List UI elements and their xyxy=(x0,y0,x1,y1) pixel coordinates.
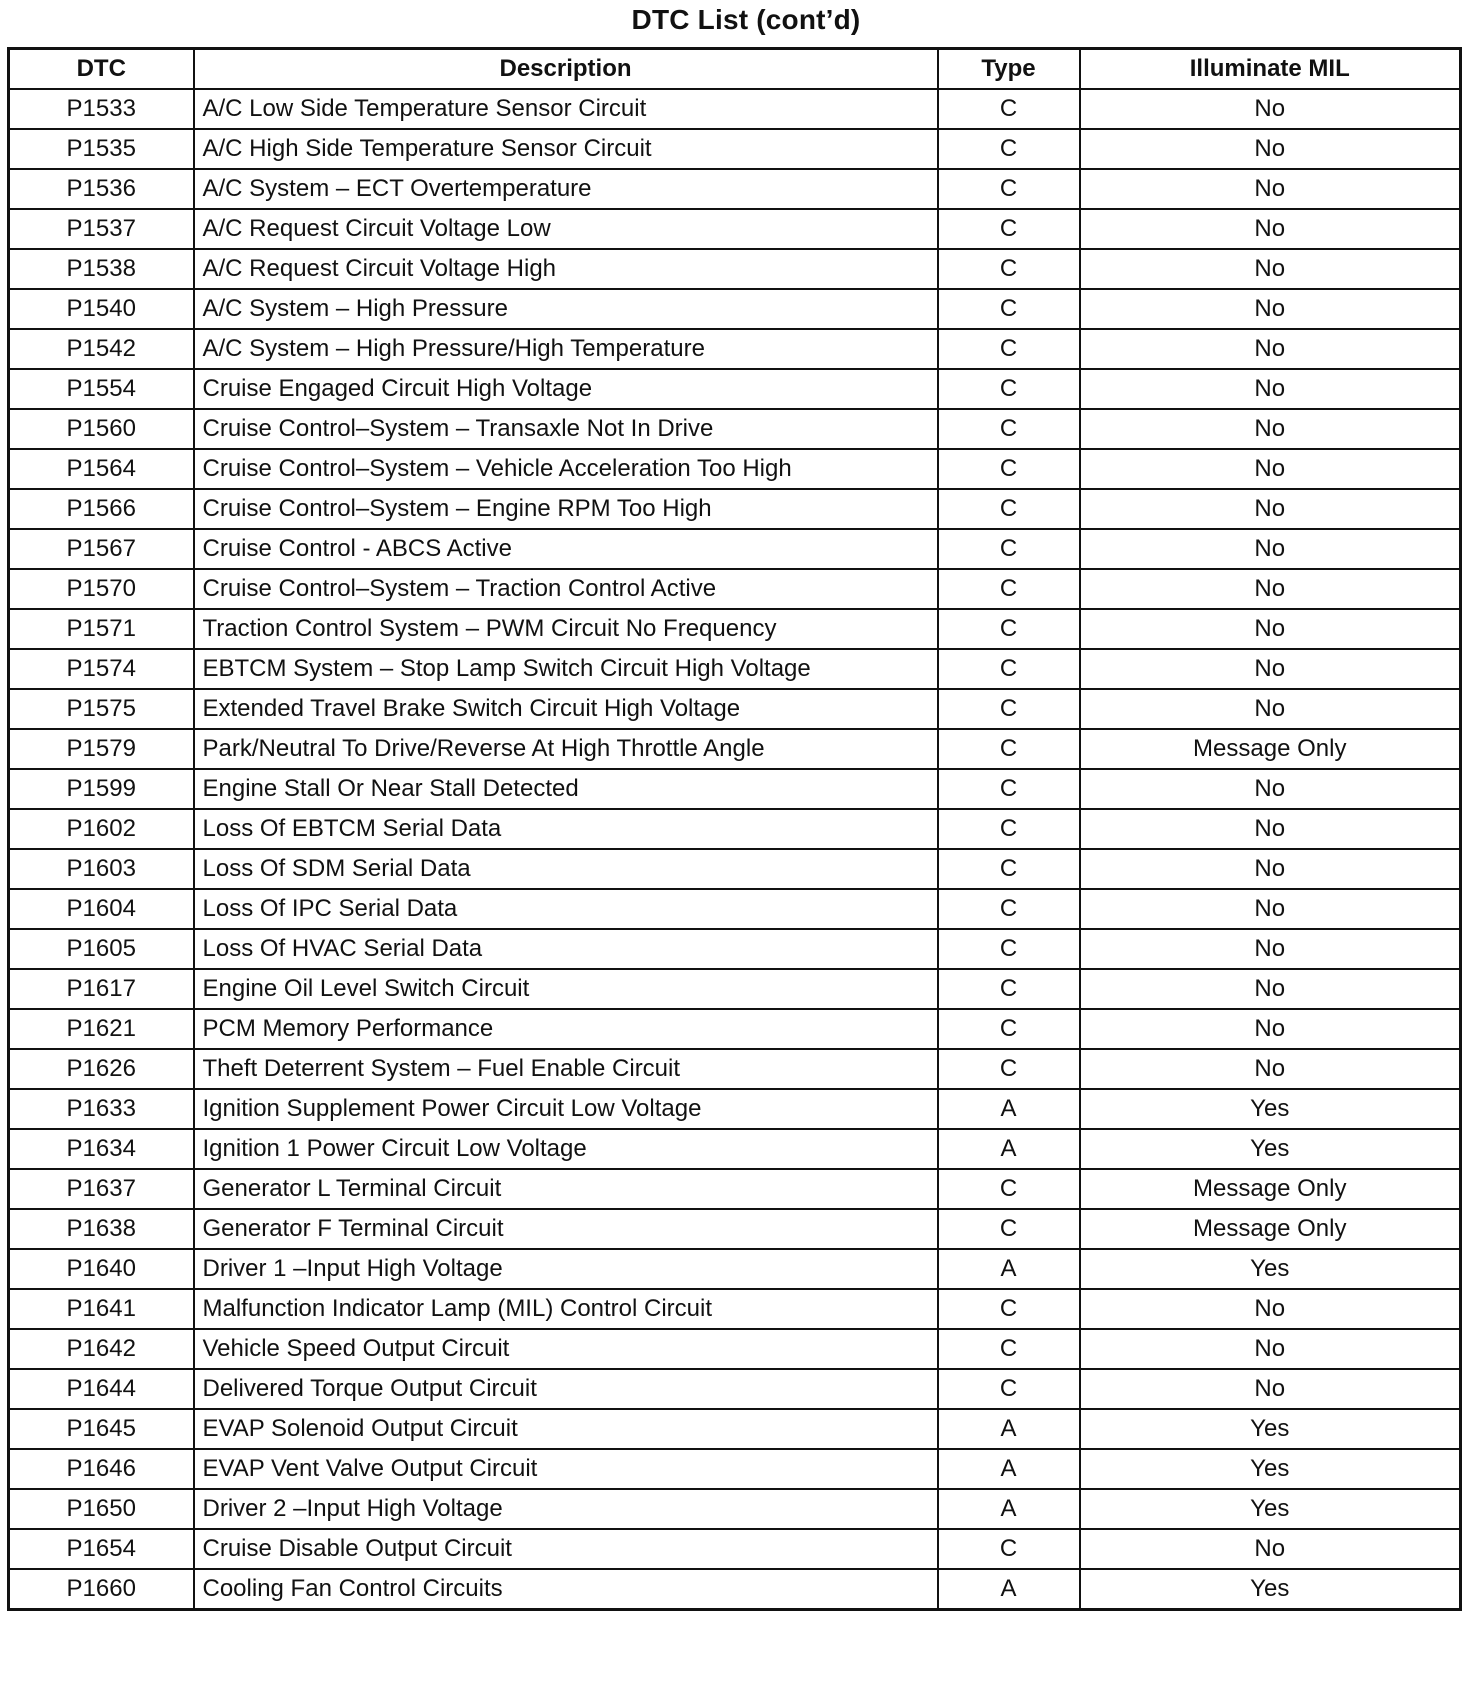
cell-illuminate-mil: No xyxy=(1080,369,1461,409)
table-row xyxy=(9,769,1461,809)
cell-dtc: P1538 xyxy=(9,249,194,289)
table-row xyxy=(9,969,1461,1009)
cell-illuminate-mil: No xyxy=(1080,1529,1461,1569)
cell-illuminate-mil: No xyxy=(1080,249,1461,289)
cell-type: C xyxy=(938,1329,1080,1369)
cell-description: Cruise Disable Output Circuit xyxy=(194,1529,938,1569)
table-row xyxy=(9,1009,1461,1049)
table-row xyxy=(9,849,1461,889)
cell-description: Loss Of HVAC Serial Data xyxy=(194,929,938,969)
cell-type: C xyxy=(938,1289,1080,1329)
cell-description: Theft Deterrent System – Fuel Enable Circuit xyxy=(194,1049,938,1089)
cell-illuminate-mil: No xyxy=(1080,169,1461,209)
cell-dtc: P1574 xyxy=(9,649,194,689)
cell-description: A/C System – High Pressure xyxy=(194,289,938,329)
table-row xyxy=(9,529,1461,569)
table-row xyxy=(9,169,1461,209)
cell-dtc: P1645 xyxy=(9,1409,194,1449)
cell-dtc: P1542 xyxy=(9,329,194,369)
table-row xyxy=(9,1369,1461,1409)
cell-description: Cruise Control–System – Engine RPM Too High xyxy=(194,489,938,529)
cell-description: Delivered Torque Output Circuit xyxy=(194,1369,938,1409)
cell-description: Cruise Control–System – Transaxle Not In Drive xyxy=(194,409,938,449)
cell-dtc: P1571 xyxy=(9,609,194,649)
table-header-row xyxy=(9,49,1461,90)
cell-description: Loss Of IPC Serial Data xyxy=(194,889,938,929)
cell-illuminate-mil: Yes xyxy=(1080,1489,1461,1529)
cell-type: C xyxy=(938,689,1080,729)
cell-dtc: P1633 xyxy=(9,1089,194,1129)
cell-illuminate-mil: No xyxy=(1080,929,1461,969)
cell-description: Ignition Supplement Power Circuit Low Voltage xyxy=(194,1089,938,1129)
cell-illuminate-mil: Yes xyxy=(1080,1089,1461,1129)
dtc-table xyxy=(7,47,1462,1611)
cell-illuminate-mil: No xyxy=(1080,129,1461,169)
cell-dtc: P1604 xyxy=(9,889,194,929)
cell-description: Cruise Control–System – Traction Control Active xyxy=(194,569,938,609)
table-row xyxy=(9,609,1461,649)
cell-description: Vehicle Speed Output Circuit xyxy=(194,1329,938,1369)
cell-illuminate-mil: No xyxy=(1080,1009,1461,1049)
table-row xyxy=(9,1449,1461,1489)
cell-type: C xyxy=(938,929,1080,969)
cell-type: C xyxy=(938,609,1080,649)
cell-type: C xyxy=(938,729,1080,769)
column-header-type: Type xyxy=(938,49,1080,90)
cell-type: C xyxy=(938,769,1080,809)
cell-description: Loss Of EBTCM Serial Data xyxy=(194,809,938,849)
cell-illuminate-mil: No xyxy=(1080,409,1461,449)
table-row xyxy=(9,1249,1461,1289)
cell-illuminate-mil: No xyxy=(1080,609,1461,649)
cell-dtc: P1605 xyxy=(9,929,194,969)
cell-dtc: P1560 xyxy=(9,409,194,449)
column-header-description: Description xyxy=(194,49,938,90)
cell-dtc: P1654 xyxy=(9,1529,194,1569)
cell-type: C xyxy=(938,169,1080,209)
table-row xyxy=(9,1489,1461,1529)
cell-description: A/C Request Circuit Voltage High xyxy=(194,249,938,289)
cell-dtc: P1536 xyxy=(9,169,194,209)
cell-illuminate-mil: No xyxy=(1080,529,1461,569)
cell-type: C xyxy=(938,889,1080,929)
cell-illuminate-mil: No xyxy=(1080,969,1461,1009)
cell-description: EVAP Solenoid Output Circuit xyxy=(194,1409,938,1449)
cell-dtc: P1566 xyxy=(9,489,194,529)
cell-type: C xyxy=(938,969,1080,1009)
cell-type: C xyxy=(938,529,1080,569)
table-row xyxy=(9,489,1461,529)
cell-type: C xyxy=(938,849,1080,889)
cell-type: C xyxy=(938,409,1080,449)
table-row xyxy=(9,249,1461,289)
cell-description: A/C System – High Pressure/High Temperature xyxy=(194,329,938,369)
cell-dtc: P1540 xyxy=(9,289,194,329)
cell-dtc: P1564 xyxy=(9,449,194,489)
table-row xyxy=(9,409,1461,449)
cell-type: C xyxy=(938,449,1080,489)
cell-type: C xyxy=(938,329,1080,369)
cell-dtc: P1617 xyxy=(9,969,194,1009)
cell-dtc: P1554 xyxy=(9,369,194,409)
cell-dtc: P1603 xyxy=(9,849,194,889)
table-row xyxy=(9,129,1461,169)
cell-illuminate-mil: No xyxy=(1080,489,1461,529)
cell-description: Malfunction Indicator Lamp (MIL) Control Circuit xyxy=(194,1289,938,1329)
cell-type: A xyxy=(938,1089,1080,1129)
cell-illuminate-mil: Yes xyxy=(1080,1409,1461,1449)
cell-illuminate-mil: Yes xyxy=(1080,1449,1461,1489)
cell-description: A/C Low Side Temperature Sensor Circuit xyxy=(194,89,938,129)
cell-type: A xyxy=(938,1449,1080,1489)
table-row xyxy=(9,809,1461,849)
table-row xyxy=(9,689,1461,729)
table-row xyxy=(9,1289,1461,1329)
cell-description: Loss Of SDM Serial Data xyxy=(194,849,938,889)
table-row xyxy=(9,289,1461,329)
cell-dtc: P1637 xyxy=(9,1169,194,1209)
cell-type: A xyxy=(938,1129,1080,1169)
cell-type: C xyxy=(938,569,1080,609)
cell-illuminate-mil: No xyxy=(1080,209,1461,249)
table-row xyxy=(9,569,1461,609)
cell-description: A/C System – ECT Overtemperature xyxy=(194,169,938,209)
cell-type: C xyxy=(938,249,1080,289)
cell-dtc: P1642 xyxy=(9,1329,194,1369)
cell-dtc: P1641 xyxy=(9,1289,194,1329)
table-row xyxy=(9,1409,1461,1449)
cell-type: C xyxy=(938,209,1080,249)
table-row xyxy=(9,1049,1461,1089)
table-row xyxy=(9,729,1461,769)
cell-description: Ignition 1 Power Circuit Low Voltage xyxy=(194,1129,938,1169)
cell-illuminate-mil: No xyxy=(1080,649,1461,689)
cell-dtc: P1644 xyxy=(9,1369,194,1409)
cell-dtc: P1626 xyxy=(9,1049,194,1089)
cell-type: C xyxy=(938,369,1080,409)
table-body xyxy=(9,89,1461,1610)
cell-dtc: P1602 xyxy=(9,809,194,849)
cell-illuminate-mil: Yes xyxy=(1080,1129,1461,1169)
table-row xyxy=(9,449,1461,489)
cell-illuminate-mil: Yes xyxy=(1080,1569,1461,1610)
cell-type: C xyxy=(938,1049,1080,1089)
cell-type: A xyxy=(938,1489,1080,1529)
cell-description: Engine Oil Level Switch Circuit xyxy=(194,969,938,1009)
table-row xyxy=(9,1569,1461,1610)
cell-dtc: P1579 xyxy=(9,729,194,769)
cell-type: C xyxy=(938,489,1080,529)
table-row xyxy=(9,1169,1461,1209)
cell-dtc: P1638 xyxy=(9,1209,194,1249)
cell-description: Driver 1 –Input High Voltage xyxy=(194,1249,938,1289)
cell-illuminate-mil: No xyxy=(1080,1289,1461,1329)
cell-description: Traction Control System – PWM Circuit No Frequency xyxy=(194,609,938,649)
cell-dtc: P1640 xyxy=(9,1249,194,1289)
cell-description: EVAP Vent Valve Output Circuit xyxy=(194,1449,938,1489)
cell-illuminate-mil: No xyxy=(1080,689,1461,729)
cell-description: Generator L Terminal Circuit xyxy=(194,1169,938,1209)
table-row xyxy=(9,369,1461,409)
cell-description: A/C High Side Temperature Sensor Circuit xyxy=(194,129,938,169)
cell-dtc: P1533 xyxy=(9,89,194,129)
cell-description: Engine Stall Or Near Stall Detected xyxy=(194,769,938,809)
cell-illuminate-mil: No xyxy=(1080,1049,1461,1089)
cell-type: C xyxy=(938,1169,1080,1209)
cell-illuminate-mil: No xyxy=(1080,769,1461,809)
cell-illuminate-mil: No xyxy=(1080,449,1461,489)
cell-description: Driver 2 –Input High Voltage xyxy=(194,1489,938,1529)
table-row xyxy=(9,1329,1461,1369)
table-row xyxy=(9,1529,1461,1569)
cell-illuminate-mil: No xyxy=(1080,89,1461,129)
cell-illuminate-mil: No xyxy=(1080,329,1461,369)
table-row xyxy=(9,1209,1461,1249)
table-row xyxy=(9,89,1461,129)
cell-illuminate-mil: No xyxy=(1080,289,1461,329)
cell-type: A xyxy=(938,1409,1080,1449)
cell-description: Generator F Terminal Circuit xyxy=(194,1209,938,1249)
table-row xyxy=(9,1129,1461,1169)
cell-dtc: P1634 xyxy=(9,1129,194,1169)
cell-dtc: P1567 xyxy=(9,529,194,569)
table-row xyxy=(9,889,1461,929)
cell-description: PCM Memory Performance xyxy=(194,1009,938,1049)
cell-illuminate-mil: No xyxy=(1080,1369,1461,1409)
cell-description: Cruise Engaged Circuit High Voltage xyxy=(194,369,938,409)
cell-description: Cooling Fan Control Circuits xyxy=(194,1569,938,1610)
cell-dtc: P1535 xyxy=(9,129,194,169)
cell-dtc: P1621 xyxy=(9,1009,194,1049)
column-header-dtc: DTC xyxy=(9,49,194,90)
cell-type: C xyxy=(938,289,1080,329)
cell-description: Extended Travel Brake Switch Circuit High Voltage xyxy=(194,689,938,729)
cell-illuminate-mil: No xyxy=(1080,569,1461,609)
cell-dtc: P1537 xyxy=(9,209,194,249)
cell-illuminate-mil: No xyxy=(1080,1329,1461,1369)
table-row xyxy=(9,649,1461,689)
cell-dtc: P1575 xyxy=(9,689,194,729)
cell-type: C xyxy=(938,1209,1080,1249)
cell-illuminate-mil: Message Only xyxy=(1080,729,1461,769)
cell-dtc: P1660 xyxy=(9,1569,194,1610)
column-header-illuminate-mil: Illuminate MIL xyxy=(1080,49,1461,90)
cell-dtc: P1570 xyxy=(9,569,194,609)
cell-description: Park/Neutral To Drive/Reverse At High Throttle Angle xyxy=(194,729,938,769)
table-row xyxy=(9,209,1461,249)
cell-illuminate-mil: No xyxy=(1080,849,1461,889)
cell-dtc: P1599 xyxy=(9,769,194,809)
cell-description: A/C Request Circuit Voltage Low xyxy=(194,209,938,249)
table-row xyxy=(9,929,1461,969)
cell-illuminate-mil: Yes xyxy=(1080,1249,1461,1289)
cell-illuminate-mil: Message Only xyxy=(1080,1169,1461,1209)
cell-type: C xyxy=(938,1529,1080,1569)
cell-dtc: P1650 xyxy=(9,1489,194,1529)
cell-type: C xyxy=(938,1009,1080,1049)
cell-type: C xyxy=(938,89,1080,129)
cell-illuminate-mil: Message Only xyxy=(1080,1209,1461,1249)
table-row xyxy=(9,329,1461,369)
table-row xyxy=(9,1089,1461,1129)
cell-type: A xyxy=(938,1569,1080,1610)
cell-type: C xyxy=(938,1369,1080,1409)
cell-description: Cruise Control - ABCS Active xyxy=(194,529,938,569)
cell-type: C xyxy=(938,809,1080,849)
page-title: DTC List (cont’d) xyxy=(631,4,861,35)
cell-illuminate-mil: No xyxy=(1080,809,1461,849)
cell-type: C xyxy=(938,649,1080,689)
cell-dtc: P1646 xyxy=(9,1449,194,1489)
cell-description: Cruise Control–System – Vehicle Acceleration Too High xyxy=(194,449,938,489)
cell-illuminate-mil: No xyxy=(1080,889,1461,929)
cell-type: C xyxy=(938,129,1080,169)
cell-type: A xyxy=(938,1249,1080,1289)
cell-description: EBTCM System – Stop Lamp Switch Circuit High Voltage xyxy=(194,649,938,689)
